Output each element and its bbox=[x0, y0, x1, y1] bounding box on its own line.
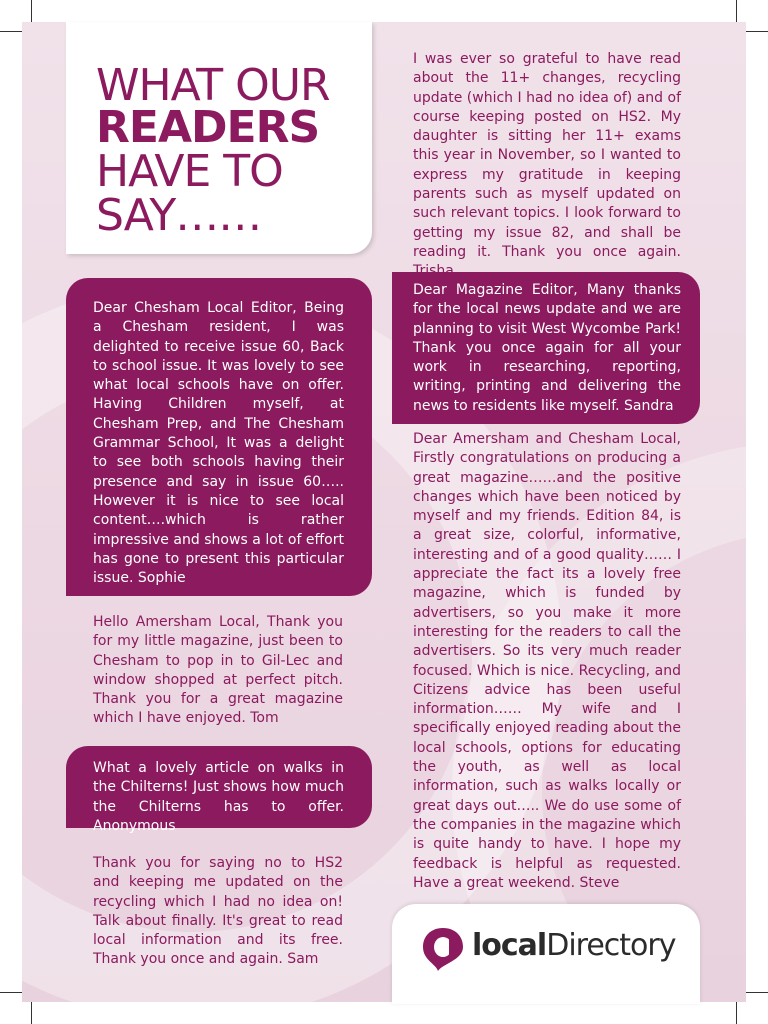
crop-mark bbox=[736, 1002, 737, 1024]
logo-wordmark bbox=[472, 928, 676, 963]
letter-sam: Thank you for saying no to HS2 and keeping me updated on the recycling which I had no idea on! Talk about finally. It's great to read local information and its free. Thank you once and again. Sam bbox=[93, 855, 343, 968]
crop-mark bbox=[736, 0, 737, 22]
local-directory-logo bbox=[392, 904, 700, 1004]
crop-mark bbox=[0, 992, 22, 993]
logo-word-directory: Directory bbox=[546, 928, 676, 963]
letter-anonymous: What a lovely article on walks in the Chilterns! Just shows how much the Chilterns has to offer. Anonymous bbox=[66, 746, 372, 828]
crop-mark bbox=[0, 31, 22, 32]
letter-trisha: I was ever so grateful to have read about the 11+ changes, recycling update (which I had no idea of) and of course keeping posted on HS2. My daughter is sitting her 11+ exams this year in November, so I wanted to express my gratitude in keeping parents such as myself updated on such relevant topics. I look forward to getting my issue 82, and shall be reading it. Thank you once again. bbox=[413, 51, 681, 260]
crop-mark bbox=[746, 31, 768, 32]
crop-mark bbox=[746, 992, 768, 993]
letter-tom: Hello Amersham Local, Thank you for my little magazine, just been to Chesham to pop in to Gil-Lec and window shopped at perfect pitch. Thank you for a great magazine which I have enjoyed. Tom bbox=[93, 614, 343, 727]
title-line-4: SAY…… bbox=[96, 190, 262, 241]
title-box bbox=[66, 22, 372, 254]
title-line-1: WHAT OUR bbox=[96, 60, 330, 111]
crop-mark bbox=[31, 1002, 32, 1024]
logo-word-local: local bbox=[472, 928, 547, 963]
title-line-3: HAVE TO bbox=[96, 146, 283, 197]
letter-steve: Dear Amersham and Chesham Local, Firstly congratulations on producing a great magazine……and the positive changes which have been noticed by myself and my friends. Edition 84, is a great size, colorful, informative, interesting and of a good quality…… I appreciate the fact its a lovely free magazine, which is funded by advertisers, so you make it more interesting for the readers to call the advertisers. So its very much reader focused. Which is nice. Recycling, and Citizens advice has been useful information…… My wife and I specifically enjoyed reading about the local schools, options for educating the youth, as well as local information, such as walks locally or great days out….. We do use some of the companies in the magazine which is quite handy to have. I hope my feedback is helpful as requested. Have a great weekend. Steve bbox=[413, 431, 681, 891]
letter-sophie: Dear Chesham Local Editor, Being a Chesham resident, I was delighted to receive issue 60, Back to school issue. It was lovely to see what local schools have on offer. Having Children myself, at Chesham Prep, and The Chesham Grammar School, It was a delight to see both schools having their presence and say in issue 60….. However it is nice to see local content….which is rather impressive and shows a lot of effort has gone to present this particular issue. Sophie bbox=[66, 278, 372, 596]
letter-sandra: Dear Magazine Editor, Many thanks for the local news update and we are planning to visit West Wycombe Park! Thank you once again for all your work in researching, reporting, writing, printing and delivering the news to residents like myself. Sandra bbox=[392, 272, 700, 424]
title-line-2: READERS bbox=[96, 102, 320, 153]
map-pin-icon bbox=[420, 926, 466, 972]
crop-mark bbox=[31, 0, 32, 22]
